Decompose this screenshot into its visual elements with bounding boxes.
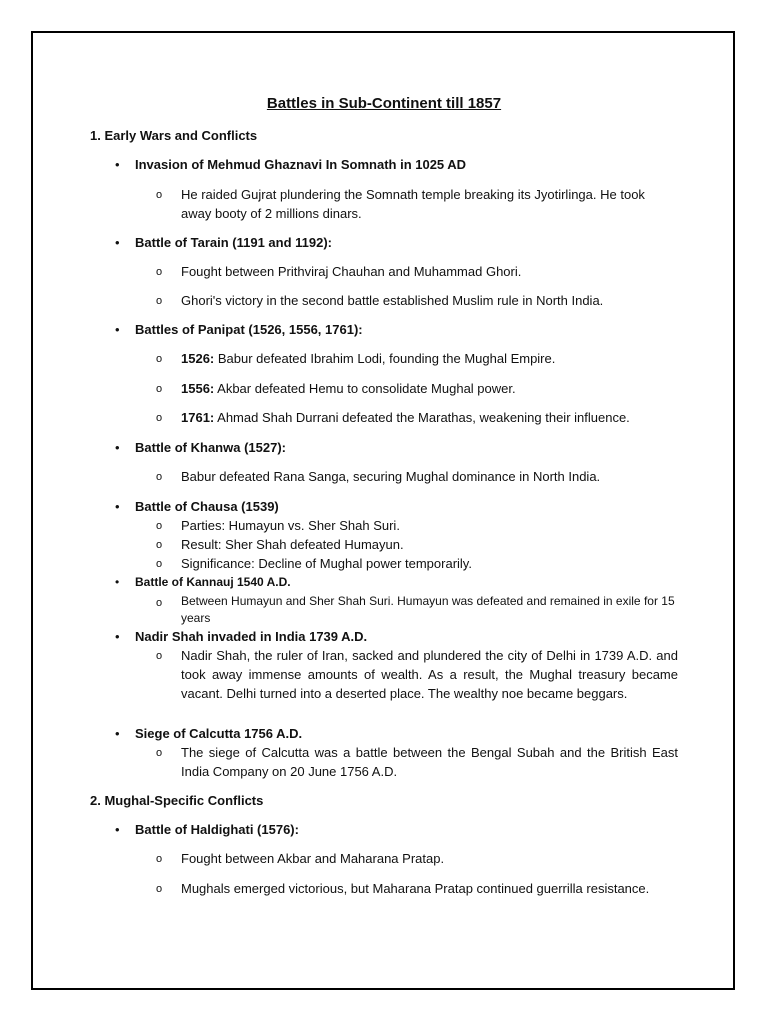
- sub-point: He raided Gujrat plundering the Somnath temple breaking its Jyotirlinga. He took away booty of 2 millions dinars.: [181, 187, 645, 221]
- sub-point: [181, 379, 516, 398]
- item-title: Battle of Tarain (1191 and 1192):: [135, 235, 332, 250]
- sub-point-text: Akbar defeated Hemu to consolidate Mughal power.: [214, 381, 516, 396]
- sub-point: Ghori's victory in the second battle established Muslim rule in North India.: [181, 293, 604, 308]
- sub-bullet-marker: o: [156, 558, 163, 570]
- bullet-marker: •: [115, 322, 120, 337]
- item-title: Battle of Kannauj 1540 A.D.: [135, 575, 291, 589]
- bullet-marker: •: [115, 726, 120, 741]
- sub-point-lead: 1556:: [181, 381, 215, 396]
- sub-bullet-marker: o: [156, 747, 163, 759]
- bullet-marker: •: [115, 499, 120, 514]
- item-title: Nadir Shah invaded in India 1739 A.D.: [135, 629, 368, 644]
- section-heading: 1. Early Wars and Conflicts: [90, 128, 258, 143]
- sub-point-lead: 1761:: [181, 410, 215, 425]
- sub-point: Result: Sher Shah defeated Humayun.: [181, 537, 404, 552]
- sub-point: Between Humayun and Sher Shah Suri. Humayun was defeated and remained in exile for 15 years: [181, 594, 675, 625]
- sub-point: Fought between Prithviraj Chauhan and Muhammad Ghori.: [181, 264, 522, 279]
- sub-point: Fought between Akbar and Maharana Pratap.: [181, 851, 445, 866]
- sub-bullet-marker: o: [156, 383, 163, 395]
- item-title: Battle of Khanwa (1527):: [135, 440, 286, 455]
- document-title: Battles in Sub-Continent till 1857: [266, 95, 502, 112]
- sub-bullet-marker: o: [156, 295, 163, 307]
- sub-bullet-marker: o: [156, 539, 163, 551]
- sub-bullet-marker: o: [156, 853, 163, 865]
- sub-point: Nadir Shah, the ruler of Iran, sacked and plundered the city of Delhi in 1739 A.D. and took away immense amounts of wealth. As a result, the Mughal treasury became vacant. Delhi turned into a deserted place. The wealthy noe became beggars.: [181, 648, 678, 701]
- sub-bullet-marker: o: [156, 597, 163, 609]
- item-title: Invasion of Mehmud Ghaznavi In Somnath in 1025 AD: [135, 157, 467, 172]
- item-title: Battles of Panipat (1526, 1556, 1761):: [135, 322, 363, 337]
- sub-bullet-marker: o: [156, 353, 163, 365]
- sub-point-lead: 1526:: [181, 351, 215, 366]
- sub-point-text: Babur defeated Ibrahim Lodi, founding the Mughal Empire.: [214, 351, 556, 366]
- sub-point: Significance: Decline of Mughal power temporarily.: [181, 556, 472, 571]
- sub-bullet-marker: o: [156, 412, 163, 424]
- section-heading: 2. Mughal-Specific Conflicts: [90, 793, 264, 808]
- sub-point: Mughals emerged victorious, but Maharana Pratap continued guerrilla resistance.: [181, 881, 650, 896]
- sub-point: [181, 349, 555, 368]
- sub-bullet-marker: o: [156, 520, 163, 532]
- sub-bullet-marker: o: [156, 266, 163, 278]
- bullet-marker: •: [115, 822, 120, 837]
- item-title: Battle of Chausa (1539): [135, 499, 279, 514]
- item-title: Siege of Calcutta 1756 A.D.: [135, 726, 303, 741]
- sub-bullet-marker: o: [156, 883, 163, 895]
- sub-bullet-marker: o: [156, 471, 163, 483]
- bullet-marker: •: [115, 629, 120, 644]
- bullet-marker: •: [115, 575, 120, 589]
- bullet-marker: •: [115, 235, 120, 250]
- bullet-marker: •: [115, 157, 120, 172]
- sub-point: Parties: Humayun vs. Sher Shah Suri.: [181, 518, 400, 533]
- sub-point: [181, 408, 630, 427]
- item-title: Battle of Haldighati (1576):: [135, 822, 299, 837]
- sub-bullet-marker: o: [156, 650, 163, 662]
- sub-point: Babur defeated Rana Sanga, securing Mughal dominance in North India.: [181, 469, 601, 484]
- sub-point: The siege of Calcutta was a battle between the Bengal Subah and the British East India Company on 20 June 1756 A.D.: [181, 745, 678, 779]
- sub-point-text: Ahmad Shah Durrani defeated the Marathas, weakening their influence.: [214, 410, 630, 425]
- bullet-marker: •: [115, 440, 120, 455]
- sub-bullet-marker: o: [156, 189, 163, 201]
